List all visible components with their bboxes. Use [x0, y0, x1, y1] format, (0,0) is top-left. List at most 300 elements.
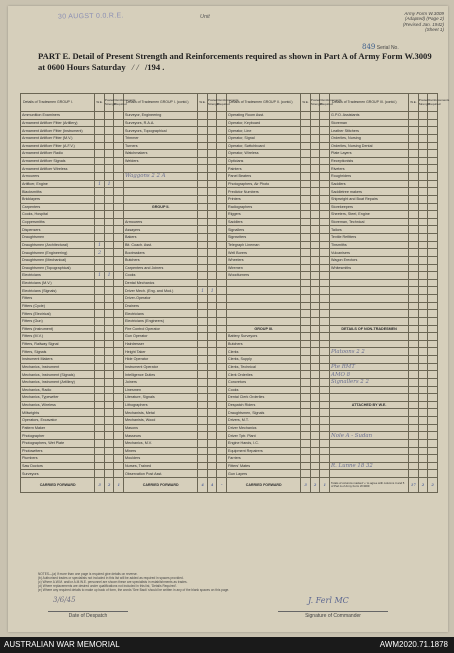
col-header-details-4: Details of Tradesmen GROUP III. (contd.): [330, 94, 409, 112]
trade-name-cell: [124, 188, 198, 196]
count-cell: [310, 394, 320, 402]
count-cell: [310, 455, 320, 463]
count-cell: [301, 325, 311, 333]
trade-name-cell: Watchmakers: [124, 150, 198, 158]
trade-name-cell: Orderlies, Nursing Dental: [330, 142, 409, 150]
count-cell: [320, 455, 330, 463]
trade-name-cell: Electricians (Signals): [21, 287, 95, 295]
trade-name-cell: Operator, Switchboard: [227, 142, 301, 150]
trade-name-cell: Lithographers: [124, 401, 198, 409]
trade-name-cell: Electricians: [124, 310, 198, 318]
table-row: [21, 234, 438, 242]
count-cell: [418, 310, 428, 318]
trade-name-cell: Dental Clerk Orderlies: [227, 394, 301, 402]
count-cell: [301, 310, 311, 318]
form-reference: Army Form W.3009 (Adapted) (Page 2) (Revised Jan. 1942) (Sheet 1): [402, 11, 444, 33]
trade-name-cell: Photographer: [21, 432, 95, 440]
count-cell: [217, 363, 227, 371]
trade-name-cell: Telegraph Lineman: [227, 241, 301, 249]
count-cell: [114, 195, 124, 203]
trade-name-cell: Tinsmiths: [330, 241, 409, 249]
count-cell: [217, 409, 227, 417]
count-cell: [104, 439, 114, 447]
table-row: [21, 173, 438, 181]
count-cell: [301, 188, 311, 196]
count-cell: [217, 165, 227, 173]
trade-name-cell: Masseurs: [124, 432, 198, 440]
count-cell: [114, 417, 124, 425]
count-cell: [198, 188, 208, 196]
count-cell: [310, 150, 320, 158]
trade-name-cell: Fitters (M.V.): [21, 333, 95, 341]
count-cell: [207, 195, 217, 203]
count-cell: [428, 356, 438, 364]
count-cell: [320, 295, 330, 303]
count-cell: [310, 401, 320, 409]
count-cell: [428, 310, 438, 318]
count-cell: [217, 439, 227, 447]
count-cell: [198, 173, 208, 181]
trade-name-cell: Mechanics, Instrument (Artillery): [21, 378, 95, 386]
count-cell: [409, 356, 419, 364]
count-cell: [207, 127, 217, 135]
form-title: PART E. Detail of Present Strength and Reinforcements required as shown in Part A of Army Form W.3009 at 0600 Hours Saturday / / /194 .: [38, 51, 432, 72]
count-cell: [301, 317, 311, 325]
count-cell: [114, 272, 124, 280]
count-cell: [310, 256, 320, 264]
table-row: [21, 119, 438, 127]
trade-name-cell: Vulcanisers: [330, 249, 409, 257]
count-cell: [217, 310, 227, 318]
count-cell: [198, 142, 208, 150]
count-cell: [104, 356, 114, 364]
table-row: [21, 317, 438, 325]
trade-name-cell: Instrument Operator: [124, 363, 198, 371]
count-cell: [428, 325, 438, 333]
archive-caption-bar: [0, 637, 454, 653]
trade-name-cell: Operator, Wireless: [227, 150, 301, 158]
trade-name-cell: Saddlers: [330, 180, 409, 188]
count-cell: [104, 340, 114, 348]
count-cell: [114, 371, 124, 379]
count-cell: [320, 310, 330, 318]
count-cell: [301, 234, 311, 242]
count-cell: [217, 218, 227, 226]
count-cell: [310, 348, 320, 356]
table-row: [21, 325, 438, 333]
count-cell: [418, 386, 428, 394]
trade-name-cell: [330, 417, 409, 425]
count-cell: [114, 295, 124, 303]
count-cell: [320, 371, 330, 379]
table-row: [21, 455, 438, 463]
count-cell: [198, 150, 208, 158]
count-cell: [104, 173, 114, 181]
trade-name-cell: Mechanists, Metal: [124, 409, 198, 417]
count-cell: [198, 333, 208, 341]
trade-name-cell: [227, 302, 301, 310]
count-cell: [207, 310, 217, 318]
trade-name-cell: GROUP III.: [227, 325, 301, 333]
count-cell: [320, 447, 330, 455]
table-row: [21, 333, 438, 341]
trade-name-cell: Photographers, Air Photo: [227, 180, 301, 188]
trade-name-cell: [330, 470, 409, 478]
trade-name-cell: Hairdresser: [124, 340, 198, 348]
count-cell: [418, 195, 428, 203]
count-cell: [104, 188, 114, 196]
count-cell: [95, 386, 105, 394]
count-cell: [301, 195, 311, 203]
trade-name-cell: [227, 287, 301, 295]
count-cell: [409, 119, 419, 127]
trade-name-cell: Mechanics, Typewriter: [21, 394, 95, 402]
trade-name-cell: Storekeepers: [330, 203, 409, 211]
trade-name-cell: Fire Control Operator: [124, 325, 198, 333]
count-cell: [301, 439, 311, 447]
trade-name-cell: Welders: [124, 157, 198, 165]
count-cell: [95, 119, 105, 127]
count-cell: [409, 226, 419, 234]
count-cell: [418, 447, 428, 455]
trade-name-cell: Wheelers: [227, 256, 301, 264]
count-cell: [95, 317, 105, 325]
trade-name-cell: Electricians: [21, 272, 95, 280]
table-row: [21, 195, 438, 203]
count-cell: [320, 333, 330, 341]
count-cell: [198, 447, 208, 455]
serial-number: [362, 43, 399, 51]
count-cell: [95, 417, 105, 425]
count-cell: [320, 348, 330, 356]
trade-name-cell: Plate Layers: [330, 150, 409, 158]
count-cell: 1: [198, 287, 208, 295]
count-cell: [95, 165, 105, 173]
count-cell: [418, 264, 428, 272]
trade-name-cell: Cooks: [124, 272, 198, 280]
trade-name-cell: Saddletree makers: [330, 188, 409, 196]
table-row: [21, 302, 438, 310]
count-cell: [198, 363, 208, 371]
trade-name-cell: Storeman: [330, 119, 409, 127]
count-cell: [428, 470, 438, 478]
trade-name-cell: Sheeters, Steel, Engine: [330, 211, 409, 219]
count-cell: [217, 378, 227, 386]
count-cell: [310, 249, 320, 257]
count-cell: [198, 157, 208, 165]
count-cell: [207, 409, 217, 417]
count-cell: [198, 378, 208, 386]
count-cell: [310, 378, 320, 386]
count-cell: [409, 462, 419, 470]
count-cell: [310, 211, 320, 219]
count-cell: [198, 470, 208, 478]
count-cell: [428, 439, 438, 447]
count-cell: [418, 295, 428, 303]
count-cell: [418, 378, 428, 386]
trade-name-cell: Riveters: [330, 165, 409, 173]
count-cell: [198, 180, 208, 188]
trade-name-cell: Photowriters: [21, 447, 95, 455]
count-cell: [320, 203, 330, 211]
count-cell: [217, 295, 227, 303]
trade-name-cell: Operator, Signal: [227, 134, 301, 142]
count-cell: [310, 203, 320, 211]
count-cell: [301, 165, 311, 173]
carried-forward-row: CARRIED FORWARD 3 2 1 CARRIED FORWARD 4 4 - CARRIED FORWARD 3 2 1 Totals of columns marked '+' to agree with columns 4 and 5 of Part A of Army Form W.3009 17 2 2: [21, 478, 438, 493]
count-cell: [207, 272, 217, 280]
count-cell: [198, 439, 208, 447]
count-cell: [409, 211, 419, 219]
count-cell: [320, 302, 330, 310]
count-cell: [409, 157, 419, 165]
count-cell: [198, 424, 208, 432]
count-cell: [104, 348, 114, 356]
count-cell: [95, 470, 105, 478]
table-row: [21, 150, 438, 158]
count-cell: [418, 173, 428, 181]
count-cell: [428, 264, 438, 272]
trade-name-cell: Pattern Maker: [21, 424, 95, 432]
trade-name-cell: [330, 302, 409, 310]
count-cell: [95, 112, 105, 120]
table-row: [21, 279, 438, 287]
trade-name-cell: Wagon Erectors: [330, 256, 409, 264]
count-cell: [428, 165, 438, 173]
count-cell: [428, 401, 438, 409]
count-cell: [310, 432, 320, 440]
table-row: [21, 386, 438, 394]
count-cell: [301, 211, 311, 219]
count-cell: [310, 134, 320, 142]
count-cell: [207, 157, 217, 165]
count-cell: [418, 256, 428, 264]
count-cell: [418, 127, 428, 135]
count-cell: [428, 340, 438, 348]
trade-name-cell: Surveyors: [21, 470, 95, 478]
count-cell: [207, 218, 217, 226]
count-cell: [428, 203, 438, 211]
count-cell: [409, 188, 419, 196]
count-cell: [104, 127, 114, 135]
count-cell: [198, 340, 208, 348]
count-cell: [409, 150, 419, 158]
count-cell: [310, 264, 320, 272]
table-row: [21, 424, 438, 432]
count-cell: [320, 134, 330, 142]
count-cell: [428, 112, 438, 120]
count-cell: [104, 142, 114, 150]
count-cell: [95, 188, 105, 196]
count-cell: [114, 302, 124, 310]
count-cell: [104, 409, 114, 417]
count-cell: [428, 394, 438, 402]
trade-name-cell: Mechanics, M.V.: [124, 439, 198, 447]
count-cell: [409, 180, 419, 188]
count-cell: [95, 203, 105, 211]
commander-signature: J. Ferl MC: [308, 596, 349, 605]
count-cell: [320, 409, 330, 417]
form-notes: NOTES—(a) If more than one page is required give details on reverse. (b) Authorised trades or specialists not included in this list will be added as required in spaces provided. (c) Where A.W.M. and/or A.M.W.E. personnel are shown these are specialists in establishments as trades. (d) Where replacements are desired under qualifications not included in this list, 'Details Required'. (e) Where any required details to make up back of form, the words 'See Back' should be written in any of the blank spaces on this page.: [38, 572, 230, 592]
count-cell: [409, 371, 419, 379]
count-cell: [428, 409, 438, 417]
count-cell: [217, 371, 227, 379]
count-cell: [198, 432, 208, 440]
trade-name-cell: Butchers: [227, 340, 301, 348]
count-cell: [95, 256, 105, 264]
trade-name-cell: Surveyors, Topographical: [124, 127, 198, 135]
count-cell: [198, 348, 208, 356]
count-cell: [114, 150, 124, 158]
count-cell: [428, 302, 438, 310]
count-cell: [301, 279, 311, 287]
trade-name-cell: Draughtsmen (Mechanical): [21, 256, 95, 264]
count-cell: [95, 279, 105, 287]
table-row: [21, 272, 438, 280]
count-cell: [418, 401, 428, 409]
trade-name-cell: [330, 295, 409, 303]
count-cell: [114, 142, 124, 150]
count-cell: [95, 134, 105, 142]
table-row: [21, 249, 438, 257]
count-cell: [207, 264, 217, 272]
count-cell: [207, 317, 217, 325]
count-cell: [418, 180, 428, 188]
count-cell: [104, 234, 114, 242]
count-cell: [418, 432, 428, 440]
trade-name-cell: Farriers: [227, 455, 301, 463]
count-cell: [320, 241, 330, 249]
count-cell: [418, 203, 428, 211]
count-cell: [320, 256, 330, 264]
count-cell: [104, 455, 114, 463]
count-cell: [114, 424, 124, 432]
count-cell: [301, 127, 311, 135]
count-cell: [95, 409, 105, 417]
count-cell: [320, 424, 330, 432]
trade-name-cell: Armourers: [124, 218, 198, 226]
count-cell: [104, 417, 114, 425]
count-cell: [409, 363, 419, 371]
despatch-date-handwritten: 3/6/45: [53, 596, 76, 604]
table-row: [21, 401, 438, 409]
count-cell: [310, 371, 320, 379]
table-row: [21, 470, 438, 478]
count-cell: [207, 165, 217, 173]
count-cell: [301, 455, 311, 463]
trade-name-cell: Plumbers: [21, 455, 95, 463]
count-cell: [104, 241, 114, 249]
count-cell: [104, 112, 114, 120]
count-cell: [310, 287, 320, 295]
count-cell: [207, 180, 217, 188]
count-cell: [104, 394, 114, 402]
count-cell: [301, 340, 311, 348]
count-cell: [310, 272, 320, 280]
count-cell: [310, 180, 320, 188]
count-cell: [320, 432, 330, 440]
count-cell: [104, 378, 114, 386]
count-cell: [217, 226, 227, 234]
count-cell: [95, 127, 105, 135]
count-cell: [310, 424, 320, 432]
trade-name-cell: Fitters (Cycle): [21, 302, 95, 310]
count-cell: [428, 287, 438, 295]
count-cell: [104, 150, 114, 158]
table-row: [21, 157, 438, 165]
table-row: [21, 340, 438, 348]
count-cell: [104, 447, 114, 455]
col-header-details-1: Details of Tradesmen GROUP I.: [21, 94, 95, 112]
count-cell: [418, 325, 428, 333]
count-cell: [198, 119, 208, 127]
count-cell: [310, 363, 320, 371]
count-cell: [104, 195, 114, 203]
count-cell: [301, 203, 311, 211]
count-cell: [428, 173, 438, 181]
count-cell: [418, 348, 428, 356]
count-cell: [217, 462, 227, 470]
count-cell: [114, 409, 124, 417]
count-cell: [301, 272, 311, 280]
count-cell: [418, 119, 428, 127]
table-row: [21, 264, 438, 272]
count-cell: [301, 409, 311, 417]
count-cell: [207, 432, 217, 440]
count-cell: [114, 432, 124, 440]
count-cell: [409, 127, 419, 135]
count-cell: [114, 287, 124, 295]
trade-name-cell: Whitesmiths: [330, 264, 409, 272]
count-cell: [207, 226, 217, 234]
count-cell: [418, 340, 428, 348]
count-cell: [301, 226, 311, 234]
count-cell: [310, 340, 320, 348]
trade-name-cell: Bit. Coach. Asst.: [124, 241, 198, 249]
trade-name-cell: Shipwright and Boat Repairs: [330, 195, 409, 203]
count-cell: [207, 203, 217, 211]
count-cell: [114, 439, 124, 447]
count-cell: [418, 279, 428, 287]
trade-name-cell: Nurses, Trained: [124, 462, 198, 470]
count-cell: [310, 417, 320, 425]
count-cell: [428, 279, 438, 287]
count-cell: [320, 112, 330, 120]
count-cell: [198, 256, 208, 264]
count-cell: [114, 157, 124, 165]
trade-name-cell: Signallers 2 2: [330, 378, 409, 386]
count-cell: [198, 203, 208, 211]
count-cell: [104, 256, 114, 264]
count-cell: [428, 256, 438, 264]
count-cell: [217, 302, 227, 310]
trade-name-cell: Instrument Makers: [21, 356, 95, 364]
count-cell: [418, 142, 428, 150]
trade-name-cell: [124, 195, 198, 203]
trade-name-cell: Millwrights: [21, 409, 95, 417]
count-cell: [114, 119, 124, 127]
trade-name-cell: Electricians (Engineers): [124, 317, 198, 325]
trade-name-cell: [330, 356, 409, 364]
count-cell: [114, 401, 124, 409]
table-row: [21, 295, 438, 303]
title-date-fill: / /: [131, 62, 139, 72]
trade-name-cell: Waggons 2 2 A: [124, 173, 198, 181]
count-cell: [114, 386, 124, 394]
trade-name-cell: [330, 287, 409, 295]
col-header-details-3: Details of Tradesmen GROUP II. (contd.): [227, 94, 301, 112]
trade-name-cell: Observation Post Asst.: [124, 470, 198, 478]
